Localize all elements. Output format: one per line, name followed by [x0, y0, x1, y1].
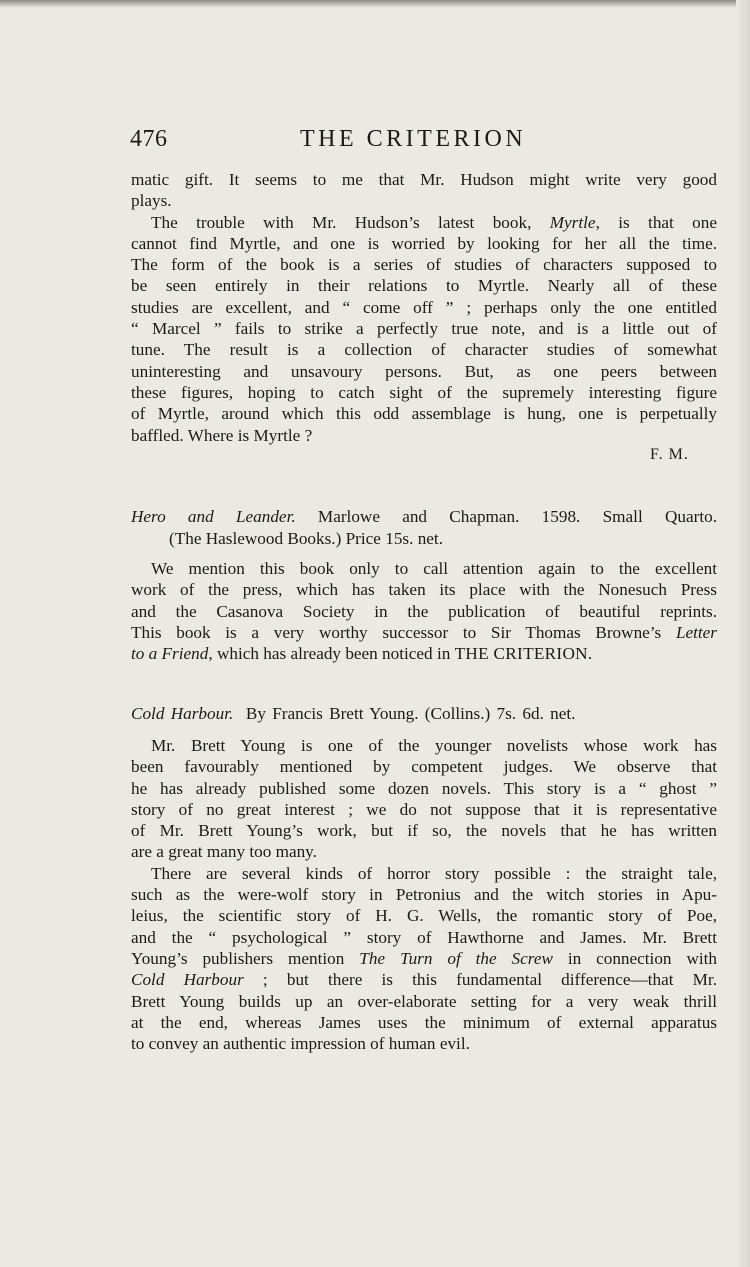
text-line: such as the were-wolf story in Petronius and the witch stories in Apu-	[131, 885, 717, 905]
text-line: Mr. Brett Young is one of the younger novelists whose work has	[151, 736, 717, 755]
review-myrtle-body	[131, 169, 717, 446]
review-cold-harbour-body	[131, 735, 717, 1054]
book-title: Hero and Leander.	[131, 507, 296, 526]
page-number: 476	[130, 126, 168, 152]
review-heading-line	[131, 703, 717, 725]
text-line: Young’s publishers mention The Turn of the Screw in connection with	[131, 948, 717, 968]
book-details: By Francis Brett Young. (Collins.) 7s. 6d. net.	[245, 704, 576, 723]
journal-title: THE CRITERION	[300, 126, 527, 152]
review-hero-and-leander-body	[131, 558, 717, 664]
book-title: Cold Harbour.	[131, 704, 234, 723]
review-heading-line	[131, 506, 717, 528]
text-line: There are several kinds of horror story possible : the straight tale,	[151, 863, 717, 883]
book-title: to a Friend	[131, 644, 209, 664]
book-title: Cold Harbour	[131, 970, 244, 990]
text-line: of Myrtle, around which this odd assemblage is hung, one is perpetually	[131, 404, 717, 424]
text-line: been favourably mentioned by competent judges. We observe that	[131, 757, 717, 777]
text-line: to convey an authentic impression of human evil.	[131, 1034, 470, 1054]
page-top-edge	[0, 0, 750, 8]
page-right-shadow	[736, 0, 750, 1267]
review-heading-line: (The Haslewood Books.) Price 15s. net.	[169, 529, 443, 548]
book-details: Marlowe and Chapman. 1598. Small Quarto.	[317, 507, 717, 526]
text-line: Cold Harbour ; but there is this fundamental difference—that Mr.	[131, 970, 717, 990]
book-title: The Turn of the Screw	[359, 948, 553, 968]
text-line: he has already published some dozen novels. This story is a “ ghost ”	[131, 778, 717, 798]
text-line: story of no great interest ; we do not suppose that it is representative	[131, 799, 717, 819]
text-line: to a Friend, which has already been noticed in THE CRITERION.	[131, 644, 593, 664]
text-line: are a great many too many.	[131, 842, 317, 862]
text-line: and the Casanova Society in the publication of beautiful reprints.	[131, 601, 717, 621]
text-line: of Mr. Brett Young’s work, but if so, the novels that he has written	[131, 821, 717, 841]
text-line: cannot find Myrtle, and one is worried by looking for her all the time.	[131, 233, 717, 253]
running-head	[130, 126, 720, 156]
review-heading-cold-harbour	[131, 703, 717, 725]
text-line: be seen entirely in their relations to Myrtle. Nearly all of these	[131, 276, 717, 296]
text-line: work of the press, which has taken its place with the Nonesuch Press	[131, 580, 717, 600]
review-heading-hero-and-leander	[131, 506, 717, 550]
text-line: matic gift. It seems to me that Mr. Hudson might write very good	[131, 170, 717, 189]
text-line: This book is a very worthy successor to Sir Thomas Browne’s Letter	[131, 622, 717, 642]
text-line: leius, the scientific story of H. G. Wells, the romantic story of Poe,	[131, 906, 717, 926]
text-line: at the end, whereas James uses the minimum of external apparatus	[131, 1012, 717, 1032]
text-line: uninteresting and unsavoury persons. But, as one peers between	[131, 361, 717, 381]
text-line: We mention this book only to call attention again to the excellent	[151, 559, 717, 578]
book-title: Myrtle	[549, 212, 596, 232]
text-line: these figures, hoping to catch sight of the supremely interesting figure	[131, 382, 717, 402]
text-line: “ Marcel ” fails to strike a perfectly true note, and is a little out of	[131, 319, 717, 339]
text-line: The form of the book is a series of studies of characters supposed to	[131, 255, 717, 275]
reviewer-signature: F. M.	[650, 446, 689, 463]
journal-name: THE CRITERION	[454, 644, 588, 664]
text-line: tune. The result is a collection of character studies of somewhat	[131, 340, 717, 360]
text-line: The trouble with Mr. Hudson’s latest book, Myrtle, is that one	[151, 212, 717, 232]
text-line: plays.	[131, 191, 172, 211]
text-line: baffled. Where is Myrtle ?	[131, 425, 313, 445]
book-title: Letter	[675, 622, 717, 642]
text-line: Brett Young builds up an over-elaborate setting for a very weak thrill	[131, 991, 717, 1011]
text-line: studies are excellent, and “ come off ” ; perhaps only the one entitled	[131, 297, 717, 317]
text-line: and the “ psychological ” story of Hawthorne and James. Mr. Brett	[131, 927, 717, 947]
